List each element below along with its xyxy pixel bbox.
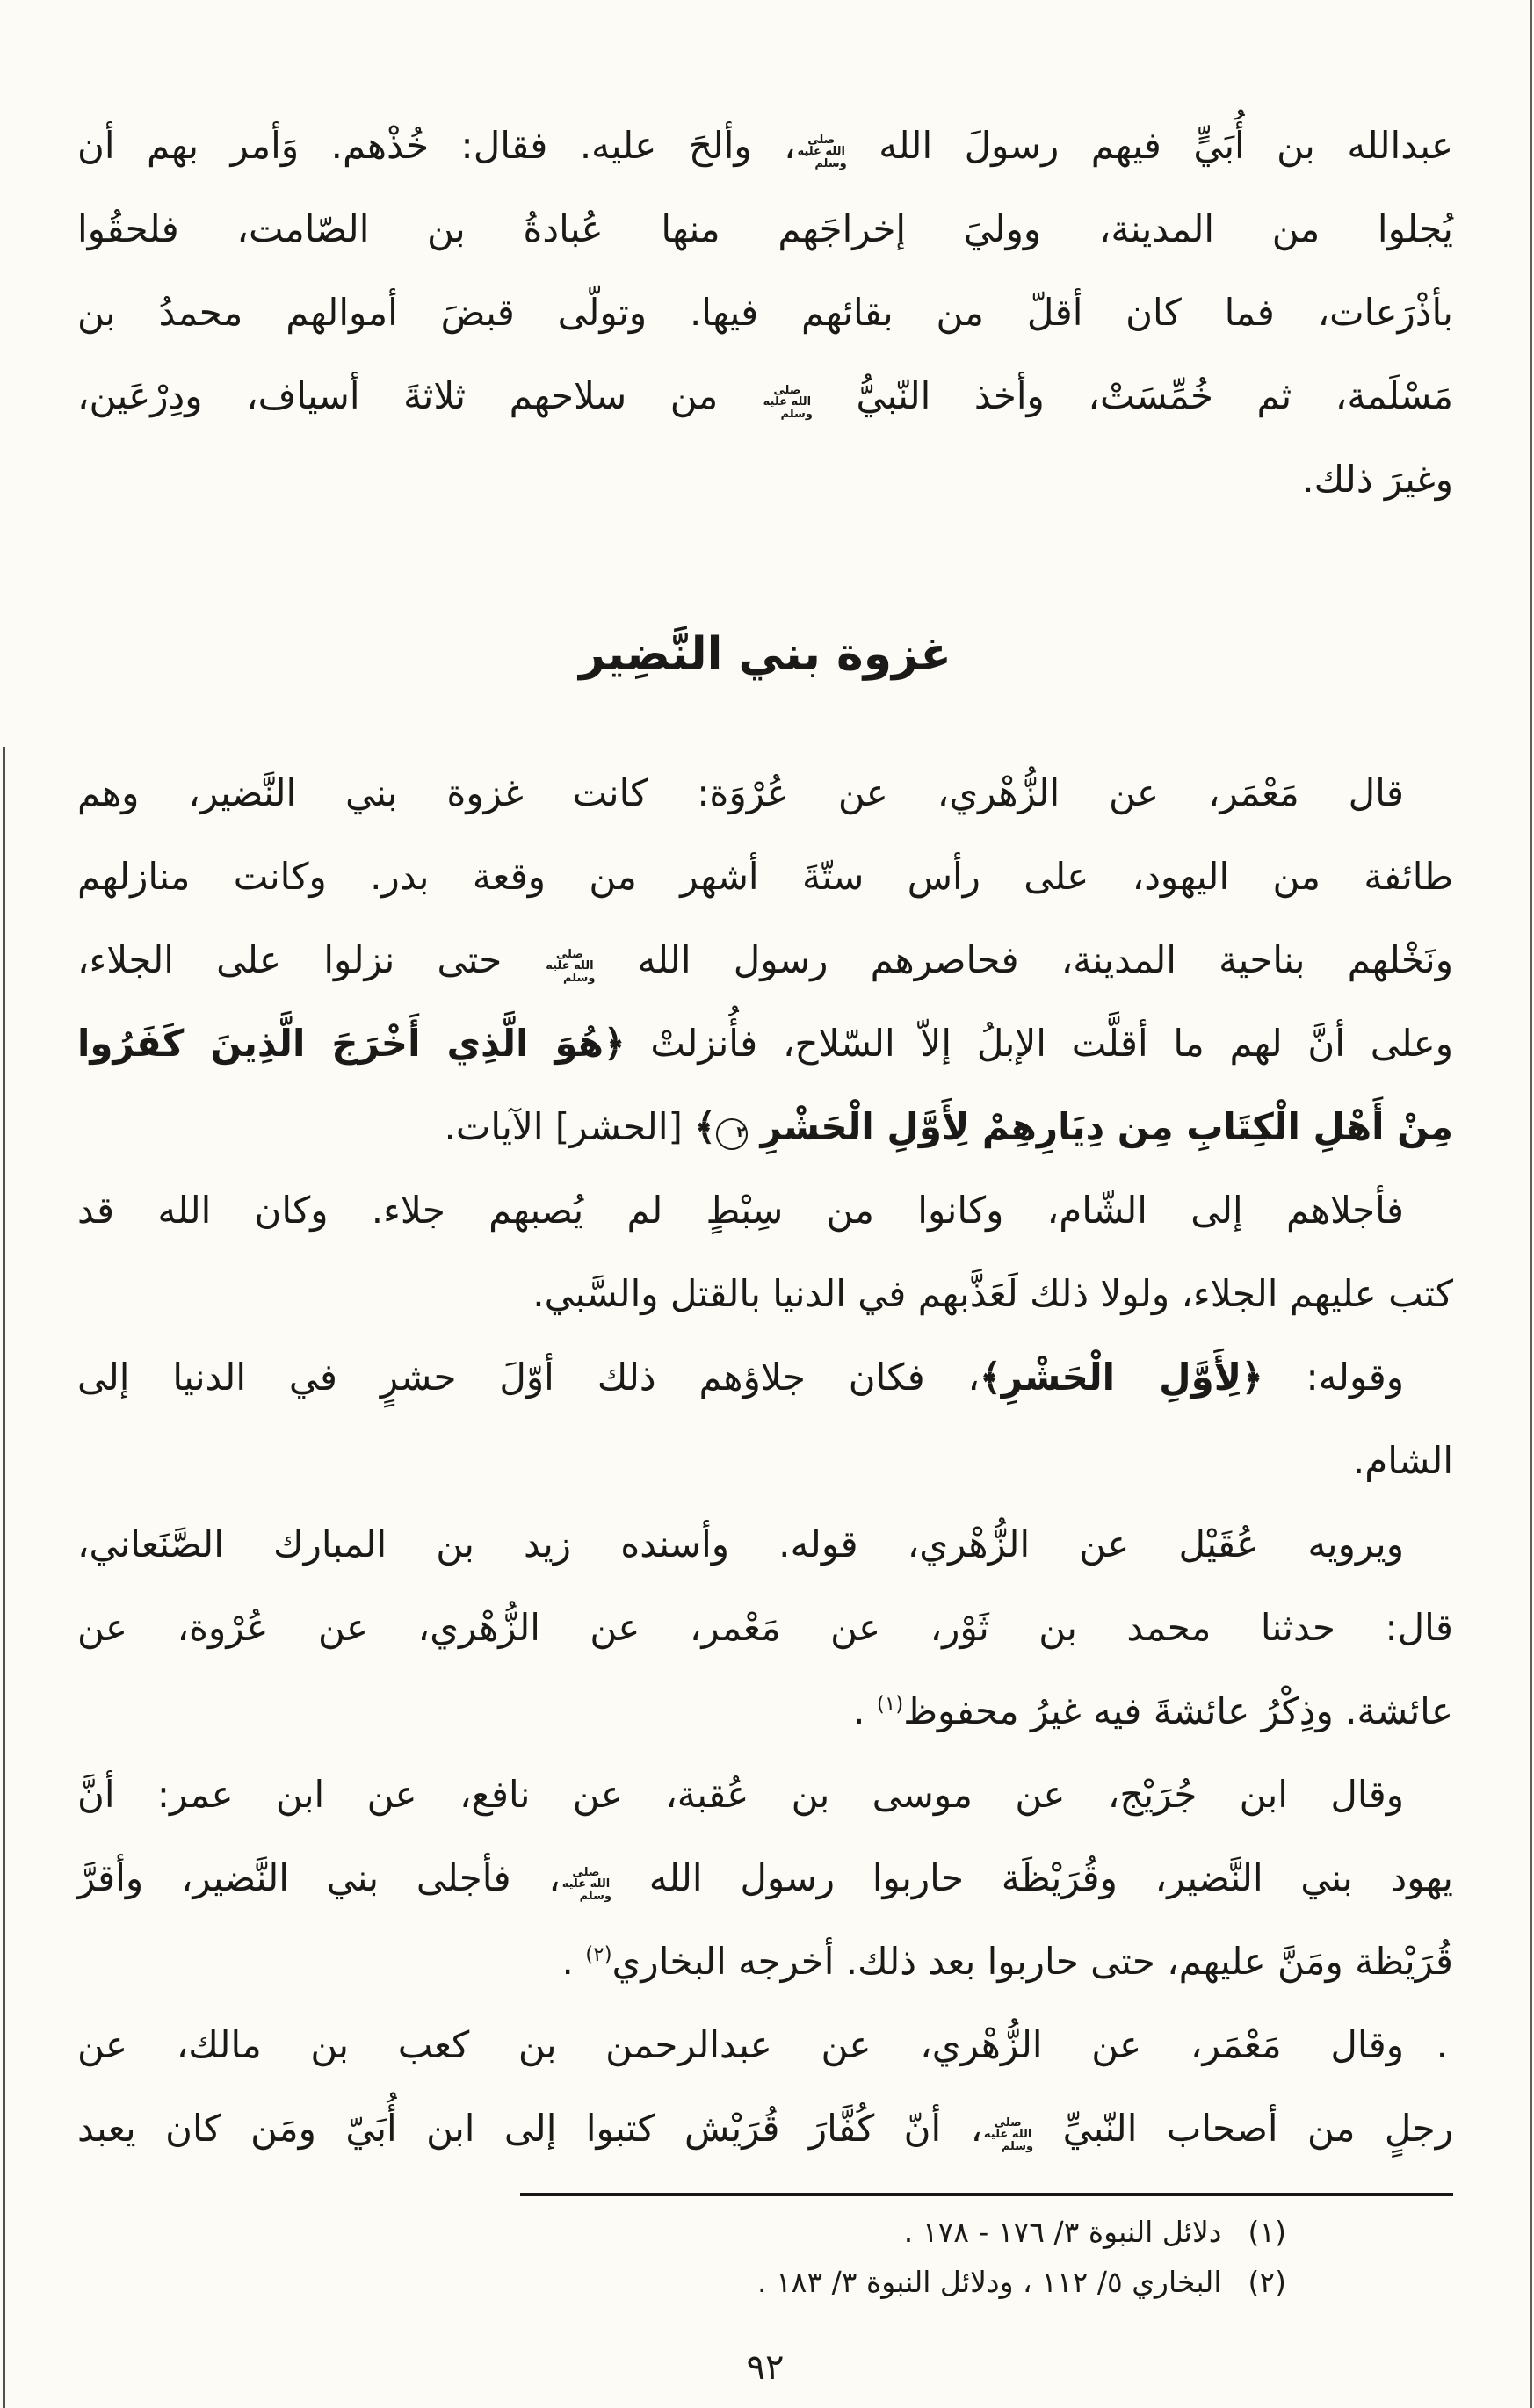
footnote-marker: (٢) [585, 1943, 612, 1966]
stray-mark: . [1436, 2023, 1448, 2066]
text-line: وقوله: ﴿لِأَوَّلِ الْحَشْرِ﴾، فكان جلاؤهم ذلك أوّلَ حشرٍ في الدنيا إلى [77, 1356, 1405, 1399]
text-line: عائشة. وذِكْرُ عائشةَ فيه غيرُ محفوظ$^{(١)}$ . [853, 1689, 1453, 1732]
paragraph [77, 2003, 1453, 2170]
footnote [77, 2207, 1286, 2257]
page-number: ٩٢ [746, 2347, 785, 2388]
main-paragraphs [77, 751, 1453, 2170]
text-line: الشام. [1352, 1439, 1453, 1482]
text-line: وغيرَ ذلك. [1302, 458, 1453, 501]
text-line: بأذْرَعات، فما كان أقلّ من بقائهم فيها. وتولّى قبضَ أموالهم محمدُ بن [77, 291, 1453, 334]
saw-honorific-icon: صلى الله عليه وسلم [983, 2115, 1034, 2153]
scan-edge-artifact-left [3, 747, 5, 2408]
quran-verse: مِنْ أَهْلِ الْكِتَابِ مِن دِيَارِهِمْ لِأَوَّلِ الْحَشْرِ [747, 1105, 1453, 1148]
quran-verse: ﴾ [694, 1105, 716, 1148]
text-line: عبدالله بن أُبَيٍّ فيهم رسولَ الله صلى الله عليه وسلم، وألحَ عليه. فقال: خُذْهم. وَأمر بهم أن [77, 124, 1453, 170]
paragraph [77, 104, 1453, 521]
text-line: قال: حدثنا محمد بن ثَوْر، عن مَعْمر، عن الزُّهْري، عن عُرْوة، عن [77, 1606, 1453, 1649]
text-line: ويرويه عُقَيْل عن الزُّهْري، قوله. وأسنده زيد بن المبارك الصَّنَعاني، [77, 1522, 1404, 1566]
footnote-separator-rule [520, 2193, 1453, 2196]
paragraph [77, 1168, 1453, 1335]
quran-verse: ﴿لِأَوَّلِ الْحَشْرِ﴾ [980, 1356, 1263, 1399]
text-line: . وقال مَعْمَر، عن الزُّهْري، عن عبدالرحمن بن كعب بن مالك، عن [77, 2003, 1453, 2086]
paragraph [77, 1753, 1453, 2003]
text-line: وقال ابن جُرَيْج، عن موسى بن عُقبة، عن نافع، عن ابن عمر: أنَّ [77, 1773, 1404, 1816]
paragraph [77, 1502, 1453, 1753]
footnote-text: البخاري ٥/ ١١٢ ، ودلائل النبوة ٣/ ١٨٣ . [756, 2265, 1222, 2299]
text-line: رجلٍ من أصحاب النّبيِّ صلى الله عليه وسلم، أنّ كُفَّارَ قُرَيْش كتبوا إلى ابن أُبَيّ ومَن كان يعبد [77, 2107, 1453, 2153]
footnotes [77, 2207, 1453, 2307]
text-line: ونَخْلهم بناحية المدينة، فحاصرهم رسول الله صلى الله عليه وسلم حتى نزلوا على الجلاء، [77, 938, 1453, 985]
continuation-paragraphs [77, 104, 1453, 521]
saw-honorific-icon: صلى الله عليه وسلم [546, 947, 596, 985]
ayah-end-marker: ٢ [716, 1118, 748, 1150]
paragraph [77, 751, 1453, 1168]
section-heading: غزوة بني النَّضِير [579, 628, 952, 681]
footnote [77, 2257, 1286, 2307]
text-line: قُرَيْظة ومَنَّ عليهم، حتى حاربوا بعد ذلك. أخرجه البخاري$^{(٢)}$ . [561, 1940, 1453, 1983]
footnote-number: (١) [1248, 2215, 1286, 2249]
text-line: قال مَعْمَر، عن الزُّهْري، عن عُرْوَة: كانت غزوة بني النَّضير، وهم [77, 771, 1404, 814]
saw-honorific-icon: صلى الله عليه وسلم [561, 1865, 611, 1903]
paragraph [77, 1335, 1453, 1502]
text-line: وعلى أنَّ لهم ما أقلَّت الإبلُ إلاّ السّلاح، فأُنزلتْ ﴿هُوَ الَّذِي أَخْرَجَ الَّذِينَ كَفَرُوا [77, 1022, 1453, 1065]
footnote-text: دلائل النبوة ٣/ ١٧٦ - ١٧٨ . [903, 2215, 1222, 2249]
text-line: مَسْلَمة، ثم خُمِّسَتْ، وأخذ النّبيُّ صلى الله عليه وسلم من سلاحهم ثلاثةَ أسياف، ودِرْعَين، [77, 374, 1453, 421]
text-line: يُجلوا من المدينة، ووليَ إخراجَهم منها عُبادةُ بن الصّامت، فلحقُوا [77, 207, 1453, 250]
text-block [77, 104, 1453, 2408]
text-line: فأجلاهم إلى الشّام، وكانوا من سِبْطٍ لم يُصبهم جلاء. وكان الله قد [77, 1189, 1404, 1232]
text-line: طائفة من اليهود، على رأس ستّةَ أشهر من وقعة بدر. وكانت منازلهم [77, 855, 1453, 898]
text-line: مِنْ أَهْلِ الْكِتَابِ مِن دِيَارِهِمْ لِأَوَّلِ الْحَشْرِ ٢﴾ [الحشر] الآيات. [444, 1105, 1453, 1148]
saw-honorific-icon: صلى الله عليه وسلم [763, 383, 813, 421]
quran-verse: ﴿هُوَ الَّذِي أَخْرَجَ الَّذِينَ كَفَرُوا [77, 1022, 626, 1065]
text-line: يهود بني النَّضير، وقُرَيْظَة حاربوا رسول الله صلى الله عليه وسلم، فأجلى بني النَّضير، وأقرَّ [77, 1856, 1453, 1903]
saw-honorific-icon: صلى الله عليه وسلم [797, 133, 847, 170]
scan-edge-artifact-right [1530, 0, 1532, 2408]
text-line: كتب عليهم الجلاء، ولولا ذلك لَعَذَّبهم في الدنيا بالقتل والسَّبي. [532, 1272, 1453, 1315]
footnote-marker: (١) [876, 1693, 904, 1716]
footnote-number: (٢) [1248, 2265, 1286, 2299]
